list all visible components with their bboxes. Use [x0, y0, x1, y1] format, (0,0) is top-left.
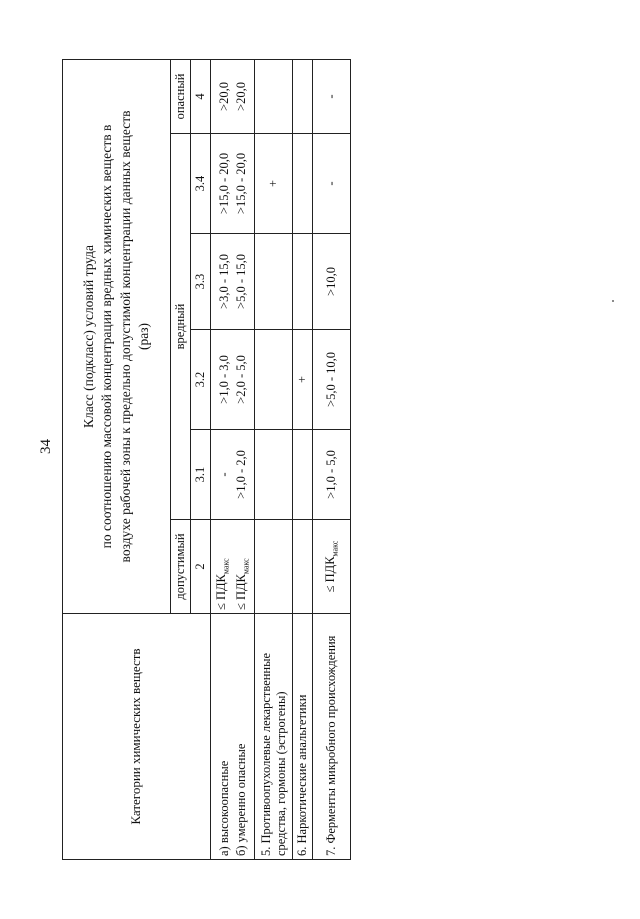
category-line: а) высокоопасные	[216, 760, 231, 856]
cell-class-3-4: -	[313, 134, 351, 234]
cell-line: -	[216, 472, 231, 477]
class-header-line: воздухе рабочей зоны к предельно допустимой концентрации данных веществ	[117, 110, 133, 563]
working-conditions-table	[62, 59, 351, 860]
row-category: 7. Ферменты микробного происхождения	[313, 614, 351, 860]
class-number: 3.2	[191, 330, 211, 430]
cell-class-4	[293, 59, 313, 133]
row-category: 5. Противоопухолевые лекарственные средства, гормоны (эстрогены)	[255, 614, 293, 860]
class-number: 3.4	[191, 134, 211, 234]
cell-class-3-1	[255, 430, 293, 520]
row-category	[211, 614, 255, 860]
row-category: 6. Наркотические анальгетики	[293, 614, 313, 860]
class-header-line: по соотношению массовой концентрации вредных химических веществ в	[99, 124, 115, 549]
header-row-1	[63, 59, 171, 859]
cell-line: >15,0 - 20,0	[216, 152, 231, 215]
subscript: макс	[221, 558, 231, 575]
cell-class-3-3	[293, 234, 313, 330]
cell-class-2	[211, 520, 255, 614]
category-header: Категории химических веществ	[63, 614, 211, 860]
cell-line: >5,0 - 15,0	[233, 254, 248, 309]
class-header-line: (раз)	[135, 322, 151, 351]
cell-line	[233, 523, 252, 610]
cell-line: >2,0 - 5,0	[233, 355, 248, 404]
class-header-line: Класс (подкласс) условий труда	[81, 244, 97, 428]
rotated-table-container	[62, 60, 340, 860]
cell-text: ≤ ПДК	[323, 556, 338, 593]
cell-class-3-2: +	[293, 330, 313, 430]
cell-class-3-4	[211, 134, 255, 234]
cell-class-3-2	[255, 330, 293, 430]
subscript: макс	[241, 558, 250, 575]
class-header	[63, 59, 171, 613]
group-dangerous: опасный	[171, 59, 191, 133]
group-harmful: вредный	[171, 134, 191, 520]
cell-class-3-1: >1,0 - 5,0	[313, 430, 351, 520]
subscript: макс	[330, 540, 340, 557]
cell-class-3-1	[293, 430, 313, 520]
class-number: 2	[191, 520, 211, 614]
cell-class-4	[255, 59, 293, 133]
class-number: 3.3	[191, 234, 211, 330]
cell-line	[213, 523, 232, 610]
cell-text: ≤ ПДК	[214, 574, 229, 610]
cell-line: >3,0 - 15,0	[216, 254, 231, 309]
page-number-text: 34	[37, 438, 54, 454]
cell-class-2	[255, 520, 293, 614]
table-row-ab	[211, 59, 255, 859]
cell-line: >20,0	[216, 82, 231, 111]
table-row-5	[255, 59, 293, 859]
cell-class-3-4: +	[255, 134, 293, 234]
cell-text: ≤ ПДК	[233, 574, 248, 610]
table-row-6	[293, 59, 313, 859]
cell-class-3-3	[211, 234, 255, 330]
cell-class-4	[211, 59, 255, 133]
category-line: б) умеренно опасные	[233, 743, 248, 856]
cell-class-3-2	[211, 330, 255, 430]
cell-class-2	[313, 520, 351, 614]
cell-class-3-3	[255, 234, 293, 330]
cell-class-2	[293, 520, 313, 614]
group-allowable: допустимый	[171, 520, 191, 614]
scan-speck	[612, 300, 614, 302]
cell-line: >15,0 - 20,0	[233, 152, 248, 215]
cell-line: >1,0 - 3,0	[216, 355, 231, 404]
cell-class-3-4	[293, 134, 313, 234]
class-number: 3.1	[191, 430, 211, 520]
table-row-7	[313, 59, 351, 859]
page-number	[36, 426, 56, 466]
cell-class-3-1	[211, 430, 255, 520]
cell-class-4: -	[313, 59, 351, 133]
cell-class-3-3: >10,0	[313, 234, 351, 330]
cell-line: >1,0 - 2,0	[233, 450, 248, 499]
cell-class-3-2: >5,0 - 10,0	[313, 330, 351, 430]
cell-line: >20,0	[233, 82, 248, 111]
class-number: 4	[191, 59, 211, 133]
